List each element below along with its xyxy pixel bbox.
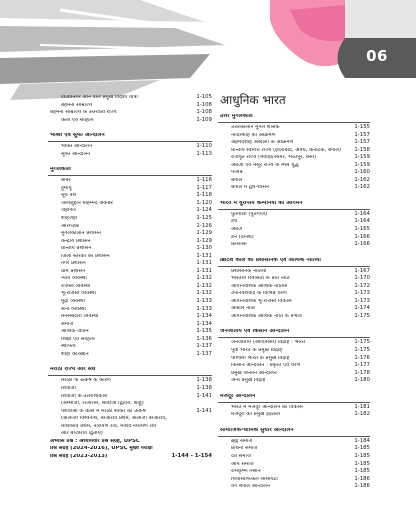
toc-entry-title: अंग्रेजों एवं मैसूर राज्य के मध्य युद्ध: [231, 162, 299, 168]
toc-entry[interactable]: [218, 235, 370, 243]
toc-entry[interactable]: [48, 401, 212, 409]
toc-entry-title: ब्रिटिश काल की प्रशासनिक एवं आर्थिक नीतियाँ: [220, 257, 321, 263]
toc-entry-title: औपनिवेशिक आर्थिक नीति के प्रभाव: [231, 313, 302, 319]
toc-page-number: 1-135: [196, 328, 212, 335]
toc-page-number: 1-130: [196, 245, 212, 252]
toc-entry-title: अंग्रेज: [231, 227, 243, 233]
toc-entry[interactable]: [218, 462, 370, 470]
toc-entry[interactable]: [48, 386, 212, 394]
toc-entry[interactable]: [218, 405, 370, 413]
toc-page-number: 1-173: [354, 290, 370, 297]
toc-page-number: 1-172: [354, 282, 370, 289]
toc-entry[interactable]: [218, 284, 370, 292]
toc-page-number: 1-185: [354, 445, 370, 452]
toc-page-number: 1-170: [354, 275, 370, 282]
toc-entry[interactable]: [218, 412, 370, 420]
toc-section-heading[interactable]: [218, 198, 370, 209]
toc-entry-title: बहमनी साम्राज्य के उत्तरवर्ती राज्य: [50, 110, 117, 116]
toc-entry[interactable]: [218, 269, 370, 277]
toc-entry-title: मराठा राज्य और संघ: [50, 367, 96, 373]
toc-entry[interactable]: [48, 193, 212, 201]
toc-page-number: 1-125: [196, 215, 212, 222]
toc-entry-title: रामकृष्ण मिशन: [231, 469, 261, 475]
toc-entry-title: न्याय व्यवस्था: [61, 276, 87, 282]
toc-entry[interactable]: [48, 352, 212, 360]
toc-entry[interactable]: [218, 219, 370, 227]
toc-entry[interactable]: [48, 322, 212, 330]
toc-page-number: 1-173: [354, 297, 370, 304]
toc-entry-title: हुमायूँ: [61, 185, 72, 191]
toc-entry-title: नादिरशाह का आक्रमण: [231, 132, 276, 138]
toc-page-number: 1-141: [196, 407, 212, 414]
toc-entry-title: अभ्यास प्रश्न : अध्यायवार प्रश्न संग्रह, UPSC: [50, 438, 140, 444]
toc-page-number: 1-144 - 1-154: [171, 452, 212, 459]
toc-entry-title: समाज: [61, 321, 74, 327]
toc-entry-title: और बाजीराव द्वितीय): [61, 431, 103, 437]
toc-page-number: 1-174: [354, 305, 370, 312]
toc-page-number: 1-157: [354, 131, 370, 138]
toc-page-number: 1-185: [354, 452, 370, 459]
toc-entry-title: पंजाब: [231, 170, 243, 176]
toc-entry[interactable]: [48, 299, 212, 307]
section-title: आधुनिक भारत: [220, 93, 286, 107]
toc-entry[interactable]: [48, 378, 212, 386]
toc-section-heading[interactable]: [48, 164, 212, 175]
header-decoration: [0, 0, 416, 100]
toc-entry-title: नगर प्रशासन: [61, 261, 86, 267]
toc-entry[interactable]: [48, 231, 212, 239]
toc-page-number: 1-176: [354, 354, 370, 361]
toc-entry-title: शिक्षा एवं साहित्य: [61, 336, 95, 342]
toc-entry-title: उपनिवेशवाद के विभिन्न चरण: [231, 291, 287, 297]
toc-entry[interactable]: [218, 291, 370, 299]
toc-page-number: 1-116: [196, 177, 212, 184]
toc-page-number: 1-164: [354, 210, 370, 217]
toc-page-number: 1-117: [196, 184, 212, 191]
toc-page-number: 1-159: [354, 154, 370, 161]
toc-entry[interactable]: [48, 254, 212, 262]
toc-page-number: 1-126: [196, 222, 212, 229]
toc-entry-title: प्रमुख किसान आन्दोलन: [231, 370, 277, 376]
toc-practice-entry[interactable]: [48, 454, 212, 462]
toc-entry-title: अहमदशाह अब्दाली के आक्रमण: [231, 140, 294, 146]
toc-entry-title: शाहजहाँ: [61, 216, 78, 222]
toc-entry-title: आर्थिक जीवन: [61, 329, 89, 335]
toc-entry[interactable]: [218, 227, 370, 235]
toc-page-number: 1-124: [196, 207, 212, 214]
toc-entry-title: भारत में मजदूर आन्दोलन का विकास: [231, 404, 303, 410]
toc-page-number: 1-162: [354, 176, 370, 183]
toc-entry[interactable]: [48, 118, 212, 126]
toc-page-number: 1-137: [196, 343, 212, 350]
toc-entry-title: जलालुद्दीन मोहम्मद अकबर: [61, 200, 113, 206]
toc-entry-title: उत्तरकालीन मुगल शासक: [231, 125, 280, 130]
toc-entry-title: ब्रह्म समाज: [231, 438, 253, 444]
toc-entry[interactable]: [48, 291, 212, 299]
toc-entry-title: पश्चिमी भारत के प्रमुख विद्रोह: [231, 355, 290, 361]
toc-entry[interactable]: [218, 363, 370, 371]
toc-entry[interactable]: [48, 201, 212, 209]
toc-entry-title: थियोसोफिकल सोसायटी: [231, 476, 278, 482]
toc-page-number: 1-184: [354, 437, 370, 444]
toc-entry[interactable]: [218, 477, 370, 485]
toc-entry-title: मजदूरों की प्रमुख हड़तालें: [231, 412, 280, 418]
toc-entry[interactable]: [48, 246, 212, 254]
toc-page-number: 1-108: [196, 101, 212, 108]
toc-entry[interactable]: [218, 185, 370, 193]
toc-section-heading[interactable]: [218, 425, 370, 436]
toc-page-number: 1-185: [354, 468, 370, 475]
toc-entry-title: फ्रांसीसी: [231, 242, 247, 248]
toc-entry-title: प्रार्थना समाज: [231, 446, 258, 452]
toc-page-number: 1-105: [196, 94, 212, 100]
toc-page-number: 1-167: [354, 267, 370, 274]
toc-entry-title: भू-राजस्व व्यवस्था: [61, 291, 96, 297]
toc-entry[interactable]: [48, 261, 212, 269]
toc-entry[interactable]: [48, 152, 212, 160]
grey-corner-shape: [345, 0, 416, 38]
toc-entry[interactable]: [218, 378, 370, 386]
toc-left-column: [48, 95, 212, 461]
toc-entry[interactable]: [48, 216, 212, 224]
toc-page-number: 1-185: [354, 460, 370, 467]
toc-entry-title: पूर्वी भारत के प्रमुख विद्रोह: [231, 348, 283, 354]
toc-entry-title: राजस्व व्यवस्था: [61, 283, 91, 289]
toc-entry-title: (सम्भाजी, राजाराम, शिवाजी द्वितीय, शाहू): [61, 401, 144, 407]
toc-entry-title: जनजातीय (आदिवासी) विद्रोह : भारत: [231, 340, 306, 346]
toc-entry-title: स्थापत्य: [61, 344, 76, 350]
toc-entry-title: भारतीय रियासतों के प्रति नीति: [231, 276, 290, 282]
toc-page-number: 1-160: [354, 169, 370, 176]
toc-entry-title: यंग बंगाल आन्दोलन: [231, 484, 270, 490]
toc-right-column: [218, 94, 370, 492]
toc-entry-title: प्रान्तीय प्रशासन: [61, 246, 92, 252]
toc-entry[interactable]: [48, 284, 212, 292]
toc-entry[interactable]: [48, 239, 212, 247]
toc-entry-title: जहाँगीर: [61, 208, 76, 214]
toc-entry-title: मराठों के उत्कर्ष के कारण: [61, 378, 111, 384]
heading-underline: [48, 175, 212, 176]
toc-page-number: 1-141: [196, 392, 212, 399]
toc-page-number: 1-158: [354, 146, 370, 153]
toc-entry-title: कला एवं साहित्य: [61, 117, 94, 123]
toc-entry-title: मुगलकालीन प्रशासन: [61, 231, 101, 237]
toc-entry[interactable]: [218, 469, 370, 477]
toc-page-number: 1-186: [354, 483, 370, 490]
toc-entry[interactable]: [48, 329, 212, 337]
toc-entry-title: किसान आन्दोलन : प्रकृति एवं चरण: [231, 363, 301, 369]
toc-entry-title: अकाल नीति: [231, 306, 255, 312]
toc-page-number: 1-181: [354, 403, 370, 410]
toc-entry[interactable]: [48, 344, 212, 352]
toc-entry-title: बंगाल: [231, 177, 243, 183]
toc-entry[interactable]: [48, 337, 212, 345]
toc-entry-title: मजदूर आन्दोलन: [220, 393, 256, 399]
toc-entry[interactable]: [48, 276, 212, 284]
toc-entry-title: अन्य प्रमुख विद्रोह: [231, 378, 266, 384]
toc-entry[interactable]: [48, 314, 212, 322]
toc-section-heading[interactable]: [218, 255, 370, 266]
toc-entry[interactable]: [218, 140, 370, 148]
toc-entry[interactable]: [218, 125, 370, 133]
toc-entry[interactable]: [218, 484, 370, 492]
toc-entry[interactable]: [218, 212, 370, 220]
toc-page-number: 1-129: [196, 230, 212, 237]
toc-page-number: 1-175: [354, 347, 370, 354]
toc-entry[interactable]: [48, 416, 212, 424]
toc-entry-title: पुर्तगाली (पुर्तगीज): [231, 211, 268, 217]
toc-entry-title: मुगलकाल: [50, 167, 71, 173]
toc-entry-title: औपनिवेशिक आर्थिक नीतियाँ: [231, 283, 288, 289]
toc-entry[interactable]: [218, 299, 370, 307]
toc-page-number: 1-120: [196, 199, 212, 206]
toc-section-heading[interactable]: [48, 364, 212, 375]
toc-entry[interactable]: [218, 348, 370, 356]
toc-page-number: 1-177: [354, 362, 370, 369]
toc-entry-title: शाही कारखाने: [61, 351, 89, 357]
toc-section-heading[interactable]: [48, 130, 212, 141]
toc-entry-title: सूफी आन्दोलन: [61, 151, 90, 157]
toc-entry[interactable]: [218, 340, 370, 348]
toc-entry-title: माधवराव प्रथम, नारायण राव, माधव नारायण राव: [61, 423, 157, 429]
toc-page-number: 1-165: [354, 226, 370, 233]
toc-entry-title: भक्ति आन्दोलन: [61, 144, 92, 150]
toc-entry-title: आर्य समाज: [231, 461, 254, 467]
toc-page-number: 1-133: [196, 305, 212, 312]
toc-entry-title: डच: [231, 219, 238, 225]
toc-section-heading[interactable]: [218, 326, 370, 337]
toc-entry-title: जनजातीय एवं किसान आन्दोलन: [220, 329, 290, 335]
toc-entry-title: जिला स्तरका का प्रशासन: [61, 253, 110, 259]
toc-entry[interactable]: [218, 276, 370, 284]
toc-page-number: 1-132: [196, 282, 212, 289]
toc-entry-title: शिवाजी: [61, 385, 76, 391]
toc-entry[interactable]: [48, 178, 212, 186]
toc-page-number: 1-118: [196, 192, 212, 199]
toc-entry-title: केन्द्रीय प्रशासन: [61, 238, 91, 244]
toc-entry[interactable]: [218, 356, 370, 364]
toc-page-number: 1-164: [354, 218, 370, 225]
toc-page-number: 1-109: [196, 116, 212, 123]
toc-page-number: 1-159: [354, 161, 370, 168]
toc-entry[interactable]: [218, 306, 370, 314]
toc-page-number: 1-175: [354, 312, 370, 319]
toc-entry-title: (बालाजी विश्वनाथ, बाजीराव प्रथम, बालाजी बाजीराव,: [61, 416, 167, 422]
toc-entry[interactable]: [48, 208, 212, 216]
toc-entry[interactable]: [218, 371, 370, 379]
toc-entry[interactable]: [218, 155, 370, 163]
toc-entry-title: डेन (डैनिश): [231, 234, 254, 240]
toc-page-number: 1-180: [354, 377, 370, 384]
toc-page-number: 1-131: [196, 267, 212, 274]
toc-page-number: 1-134: [196, 320, 212, 327]
toc-page-number: 1-166: [354, 241, 370, 248]
toc-entry-title: औपनिवेशिक भू-राजस्व विकास: [231, 298, 292, 304]
toc-page-number: 1-134: [196, 313, 212, 320]
toc-entry-title: मनसबदारी व्यवस्था: [61, 314, 99, 320]
toc-entry-title: भक्ति एवं सूफी आन्दोलन: [50, 133, 105, 139]
toc-entry-title: विजयनगर आने वाले प्रमुख विदेशी यात्री: [61, 95, 138, 100]
toc-entry-title: उत्तर मुगलकाल: [220, 114, 253, 119]
toc-entry[interactable]: [218, 314, 370, 322]
toc-page-number: 1-132: [196, 290, 212, 297]
toc-page-number: 1-178: [354, 369, 370, 376]
toc-entry[interactable]: [218, 242, 370, 250]
page-number: 06: [366, 47, 388, 65]
toc-entry[interactable]: [48, 394, 212, 402]
toc-entry[interactable]: [218, 439, 370, 447]
toc-entry[interactable]: [48, 110, 212, 118]
toc-entry-title: प्रश्न संग्रह (2023-2013): [50, 453, 108, 459]
toc-page-number: 1-131: [196, 252, 212, 259]
toc-page-number: 1-186: [354, 475, 370, 482]
toc-entry-title: मुद्रा व्यवस्था: [61, 299, 85, 305]
toc-page-number: 1-162: [354, 184, 370, 191]
toc-page-number: 1-131: [196, 260, 212, 267]
toc-entry-title: प्रश्न संग्रह (2024-2016), UPSC मुख्य परीक्षा: [50, 446, 153, 452]
toc-page-number: 1-138: [196, 384, 212, 391]
toc-page-number: 1-138: [196, 377, 212, 384]
toc-page-number: 1-157: [354, 139, 370, 146]
toc-page-number: 1-136: [196, 335, 212, 342]
toc-entry-title: शिवाजी के उत्तराधिकारी: [61, 393, 108, 399]
toc-entry-title: देव समाज: [231, 453, 251, 459]
toc-entry[interactable]: [48, 186, 212, 194]
toc-page-number: 1-133: [196, 298, 212, 305]
toc-section-heading[interactable]: [218, 391, 370, 402]
toc-page-number: 1-137: [196, 350, 212, 357]
toc-entry-title: सूर्य वंश: [61, 193, 77, 199]
toc-page-number: 1-110: [196, 143, 212, 150]
toc-page-number: 1-108: [196, 109, 212, 116]
toc-entry-title: बंगाल में द्वैध-शासन: [231, 185, 269, 191]
toc-entry[interactable]: [48, 103, 212, 111]
toc-entry[interactable]: [48, 307, 212, 315]
toc-practice-entry[interactable]: [48, 439, 212, 447]
toc-section-heading[interactable]: [218, 111, 370, 122]
toc-entry-title: पेशवाओं के काल में मराठा शक्ति का उत्कर्ष: [61, 408, 146, 414]
toc-entry[interactable]: [218, 454, 370, 462]
toc-entry[interactable]: [48, 95, 212, 103]
toc-entry[interactable]: [218, 148, 370, 156]
toc-entry[interactable]: [48, 144, 212, 152]
toc-entry-title: बहमनी साम्राज्य: [61, 102, 93, 108]
toc-entry[interactable]: [218, 133, 370, 141]
toc-entry-title: औरंगज़ेब: [61, 223, 79, 229]
toc-page-number: 1-166: [354, 233, 370, 240]
toc-page-number: 1-132: [196, 275, 212, 282]
toc-right-entries: [218, 111, 370, 492]
toc-entry[interactable]: [48, 424, 212, 432]
toc-entry[interactable]: [48, 269, 212, 277]
toc-entry-title: प्रान्तीय स्वायत्त राज्य (हैदराबाद, अवध, कर्नाटक, बंगाल): [231, 147, 342, 153]
toc-entry-title: प्रशासनिक नीतियाँ: [231, 268, 267, 274]
toc-entry[interactable]: [218, 170, 370, 178]
toc-page-number: 1-155: [354, 124, 370, 130]
toc-page-number: 1-182: [354, 411, 370, 418]
toc-page-number: 1-129: [196, 237, 212, 244]
toc-entry[interactable]: [218, 446, 370, 454]
toc-entry-title: राजपूत राज्य (मेवाड़ी/आमेर, भरतपुर, बैसा): [231, 155, 317, 161]
toc-entry[interactable]: [218, 178, 370, 186]
toc-entry-title: सैन्य व्यवस्था: [61, 306, 86, 312]
toc-entry-title: सामाजिक-धार्मिक सुधार आन्दोलन: [220, 427, 294, 433]
toc-page-number: 1-113: [196, 150, 212, 157]
toc-entry-title: बाबर: [61, 178, 71, 184]
toc-entry[interactable]: [48, 431, 212, 439]
toc-page-number: 1-175: [354, 339, 370, 346]
toc-entry[interactable]: [48, 224, 212, 232]
toc-entry[interactable]: [218, 163, 370, 171]
toc-entry[interactable]: [48, 409, 212, 417]
toc-entry-title: भारत में यूरोपीय कम्पनियों का आगमन: [220, 200, 303, 206]
toc-entry-title: ग्राम प्रशासन: [61, 268, 86, 274]
